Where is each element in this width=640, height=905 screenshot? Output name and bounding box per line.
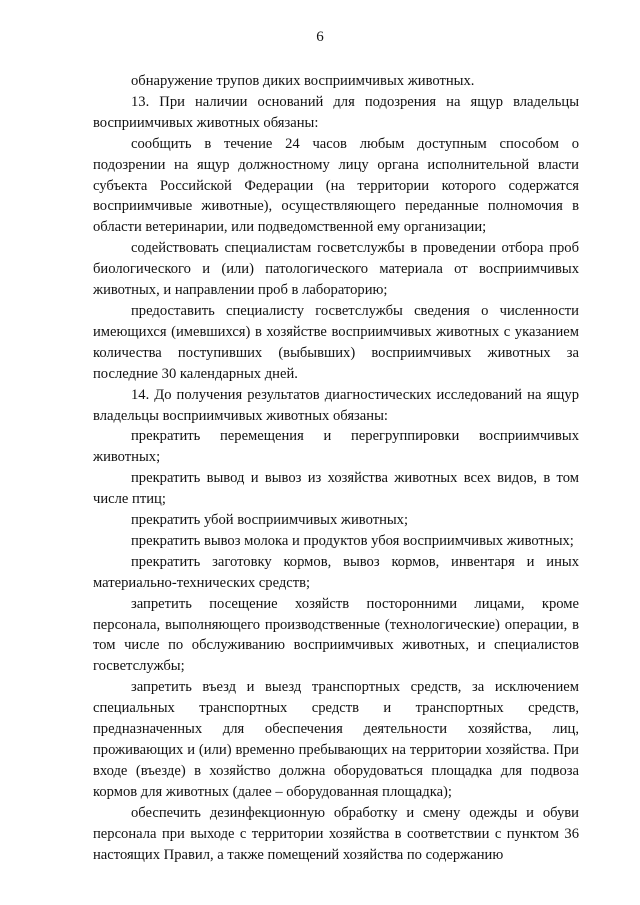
paragraph-report-suspicion: сообщить в течение 24 часов любым доступным способом о подозрении на ящур должностному лицу органа исполнительной власти субъекта Российской Федерации (на территории которого содержатся восприимчивые животные), осуществляющего переданные полномочия в области ветеринарии, или подведомственной ему организации; — [93, 135, 579, 236]
paragraph-continuation: обнаружение трупов диких восприимчивых животных. — [131, 73, 475, 89]
page-number: 6 — [316, 29, 324, 45]
paragraph-stop-slaughter: прекратить убой восприимчивых животных; — [131, 512, 409, 529]
paragraph-stop-movement: прекратить перемещения и перегруппировки восприимчивых животных; — [93, 428, 579, 466]
paragraph-stop-removal: прекратить вывод и вывоз из хозяйства животных всех видов, в том числе птиц; — [93, 470, 579, 508]
paragraph-ban-vehicles: запретить въезд и выезд транспортных средств, за исключением специальных транспортных средств и транспортных средств, предназначенных для обеспечения деятельности хозяйства, лиц, проживающих и (или) временно пребывающих на территории хозяйства. При входе (въезде) в хозяйство должна оборудоваться площадка для подвоза кормов для животных (далее – оборудованная площадка); — [93, 679, 579, 800]
paragraph-assist-sampling: содействовать специалистам госветслужбы в проведении отбора проб биологического и (или) патологического материала от восприимчивых животных, и направлении проб в лабораторию; — [93, 240, 579, 299]
document-body — [93, 71, 579, 865]
paragraph-stop-milk-export: прекратить вывоз молока и продуктов убоя восприимчивых животных; — [131, 532, 574, 549]
paragraph-item-13: 13. При наличии оснований для подозрения на ящур владельцы восприимчивых животных обязаны: — [93, 93, 579, 131]
paragraph-disinfection: обеспечить дезинфекционную обработку и смену одежды и обуви персонала при выходе с территории хозяйства в соответствии с пунктом 36 настоящих Правил, а также помещений хозяйства по содержанию — [93, 804, 579, 863]
paragraph-ban-visits: запретить посещение хозяйств посторонними лицами, кроме персонала, выполняющего производственные (технологические) операции, в том числе по обслуживанию восприимчивых животных, и специалистов госветслужбы; — [93, 595, 579, 675]
paragraph-provide-information: предоставить специалисту госветслужбы сведения о численности имеющихся (имевшихся) в хозяйстве восприимчивых животных с указанием количества поступивших (выбывших) восприимчивых животных за последние 30 календарных дней. — [93, 302, 579, 382]
paragraph-item-14: 14. До получения результатов диагностических исследований на ящур владельцы восприимчивых животных обязаны: — [93, 386, 579, 424]
paragraph-stop-feed: прекратить заготовку кормов, вывоз кормов, инвентаря и иных материально-технических средств; — [93, 553, 579, 591]
